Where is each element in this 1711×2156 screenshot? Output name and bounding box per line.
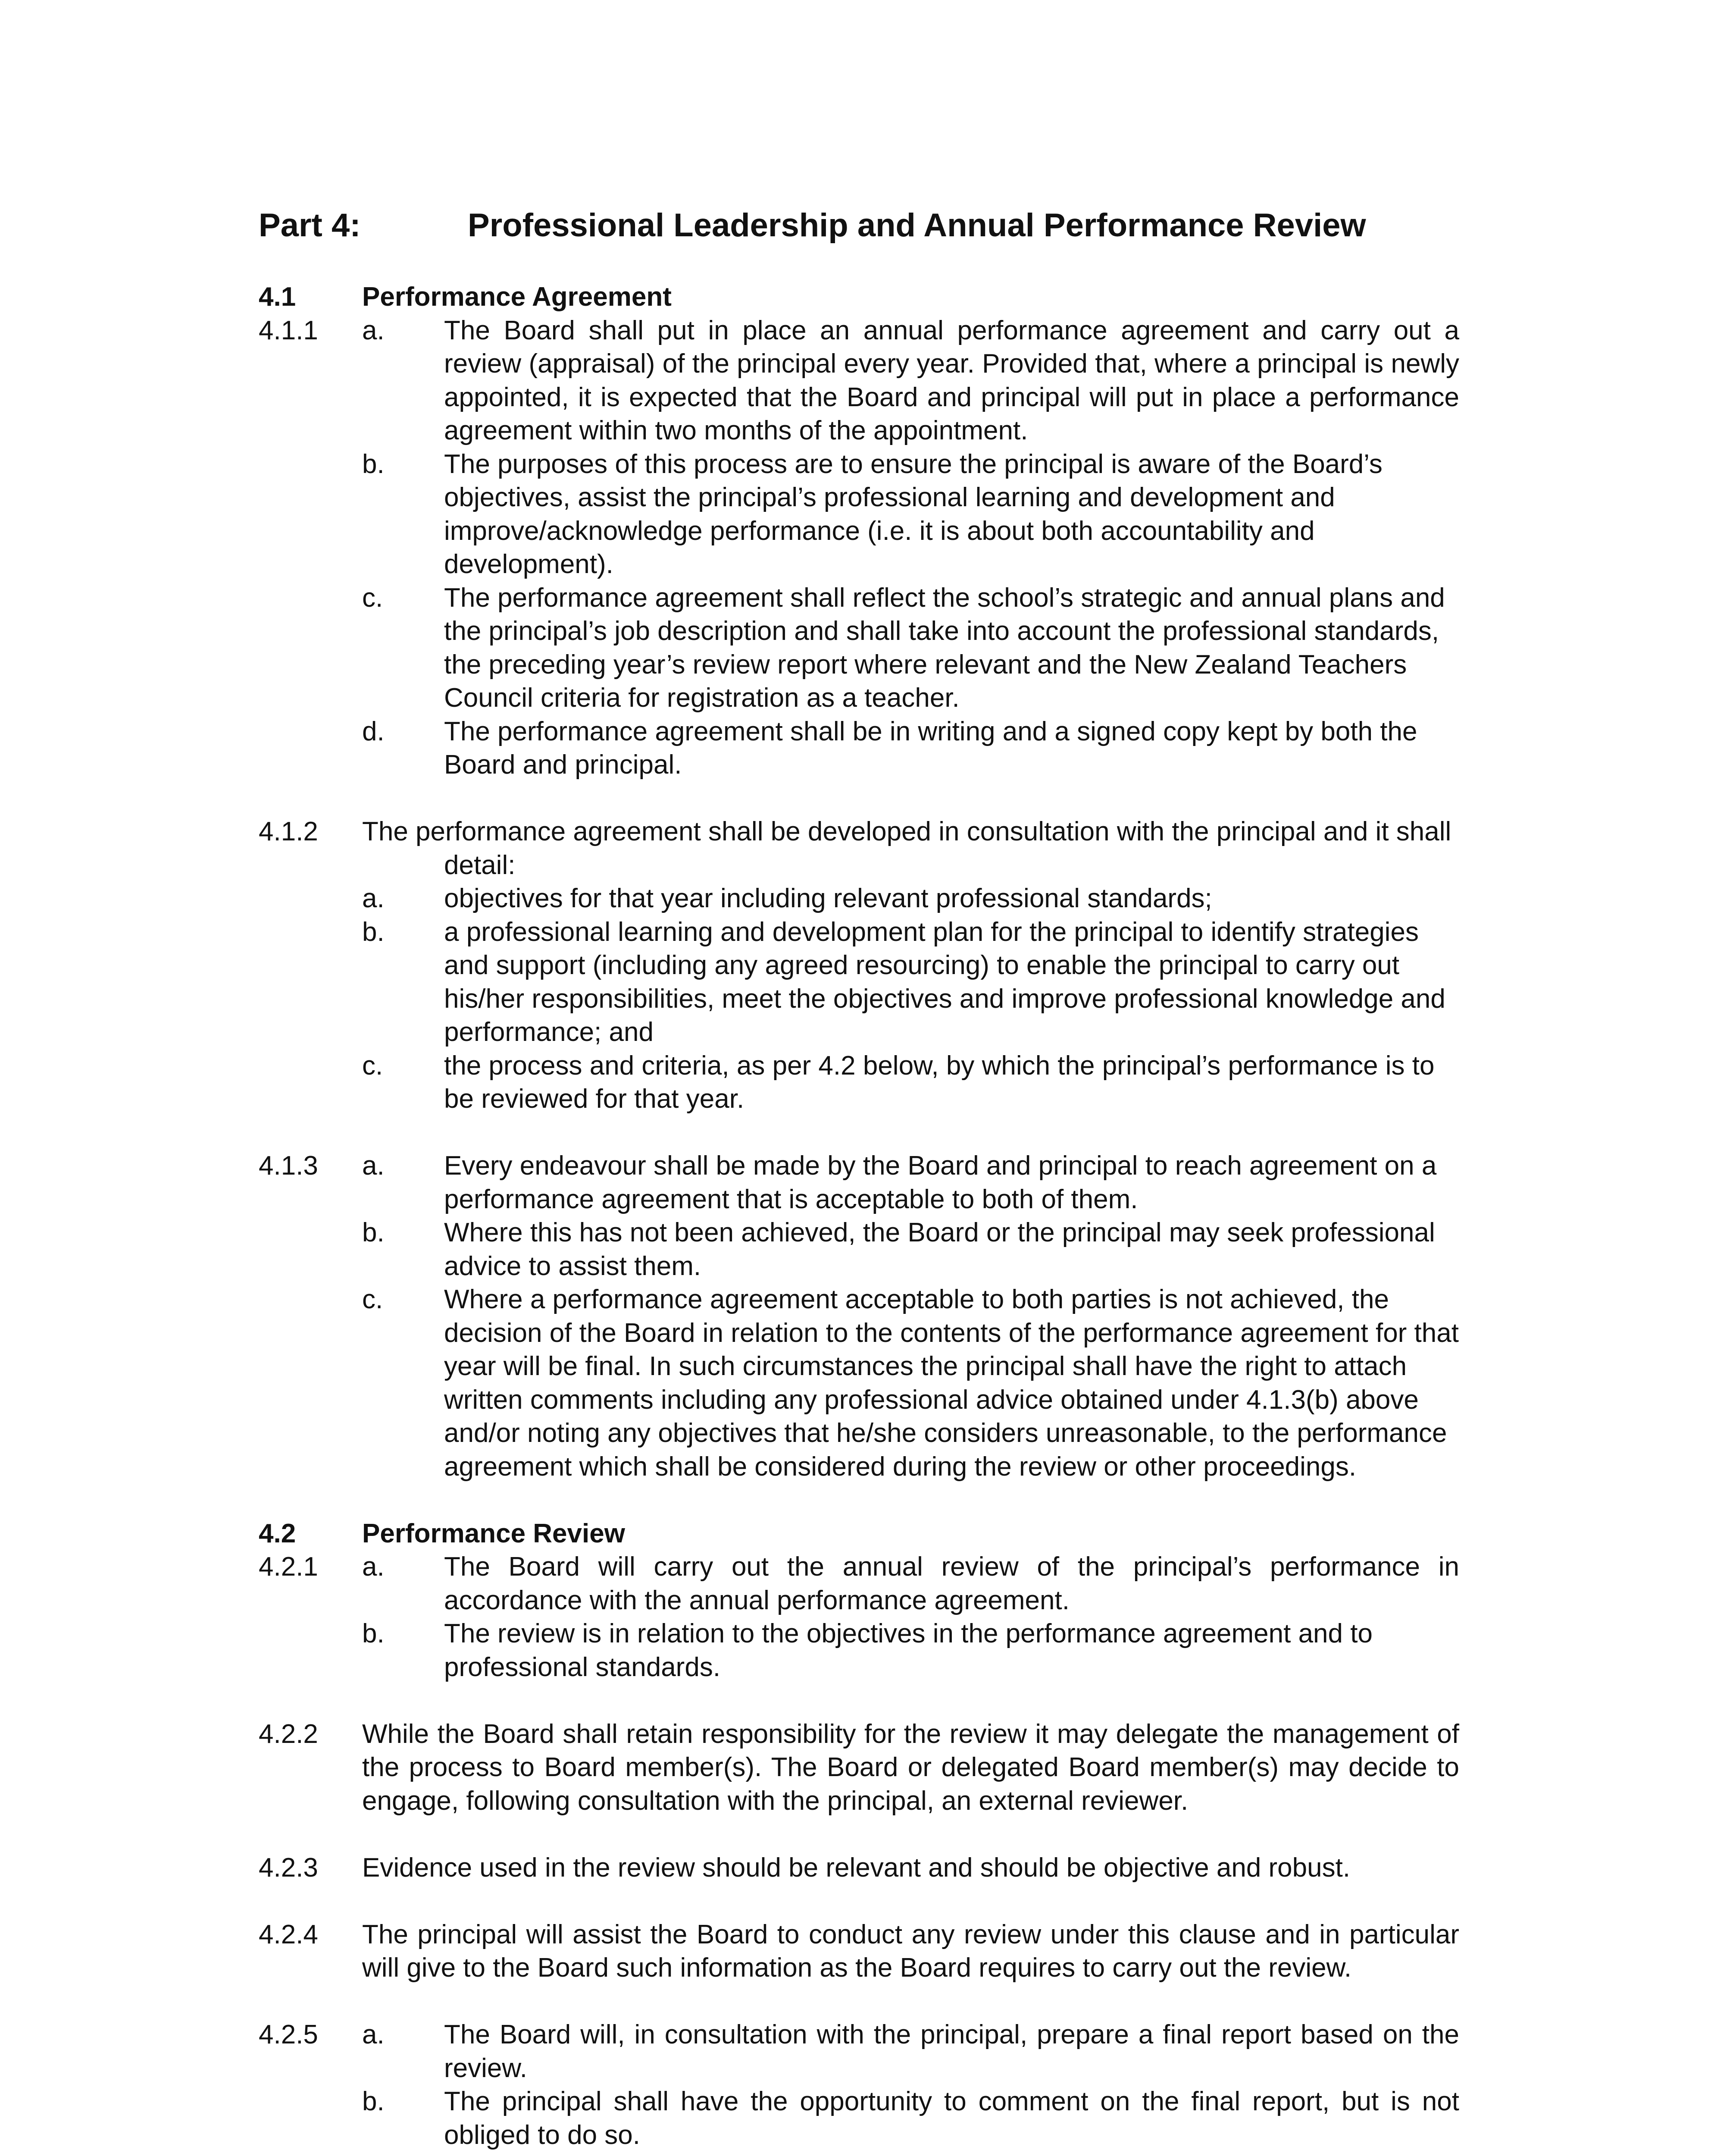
spacer — [259, 1483, 1459, 1517]
clause-number: 4.2.1 — [259, 1552, 318, 1582]
item-letter: a. — [362, 2020, 385, 2049]
clause-4-1-1-a — [259, 314, 1459, 448]
part-number: Part 4: — [259, 207, 361, 244]
item-text: objectives for that year including relevant professional standards; — [444, 884, 1212, 913]
section-heading-4-2 — [259, 1517, 1459, 1551]
clause-text: The principal will assist the Board to conduct any review under this clause and in particular will give to the Board such information as the Board requires to carry out the review. — [362, 1919, 1459, 1983]
section-number: 4.2 — [259, 1518, 296, 1548]
clause-4-2-5-a — [259, 2018, 1459, 2085]
spacer — [259, 1985, 1459, 2018]
clause-text: While the Board shall retain responsibility for the review it may delegate the management of the process to Board member(s). The Board or delegated Board member(s) may decide to engage, following consultation with the principal, an external reviewer. — [362, 1719, 1459, 1816]
item-text: The review is in relation to the objectives in the performance agreement and to professional standards. — [444, 1619, 1373, 1682]
clause-4-1-3-b — [259, 1216, 1459, 1283]
clause-4-1-2-intro — [259, 815, 1459, 882]
spacer — [259, 1884, 1459, 1918]
clause-number: 4.2.3 — [259, 1852, 318, 1883]
clause-4-1-1-c — [259, 581, 1459, 715]
spacer — [259, 782, 1459, 815]
item-letter: b. — [362, 449, 385, 479]
clause-4-2-1-a — [259, 1550, 1459, 1617]
clause-text: Evidence used in the review should be relevant and should be objective and robust. — [362, 1852, 1351, 1883]
section-title: Performance Review — [362, 1518, 625, 1548]
spacer — [259, 1684, 1459, 1717]
item-letter: a. — [362, 1151, 385, 1181]
item-text: The principal shall have the opportunity to comment on the final report, but is not obliged to do so. — [444, 2087, 1459, 2150]
clause-text: The performance agreement shall be developed in consultation with the principal and it shall detail: — [362, 817, 1451, 880]
item-text: The Board shall put in place an annual performance agreement and carry out a review (appraisal) of the principal every year. Provided that, where a principal is newly appointed, it is expected that the Board and principal will put in place a performance agreement within two months of the appointment. — [444, 315, 1459, 445]
item-text: The performance agreement shall reflect the school’s strategic and annual plans and the principal’s job description and shall take into account the professional standards, the preceding year’s review report where relevant and the New Zealand Teachers Council criteria for registration as a teacher. — [444, 583, 1445, 713]
item-letter: b. — [362, 1619, 385, 1648]
spacer — [259, 1116, 1459, 1150]
item-text: a professional learning and development plan for the principal to identify strategies and support (including any agreed resourcing) to enable the principal to carry out his/her responsibilities, meet the objectives and improve professional knowledge and performance; and — [444, 917, 1445, 1047]
clause-4-1-2-c — [259, 1049, 1459, 1116]
item-letter: c. — [362, 1285, 383, 1314]
item-letter: c. — [362, 1050, 383, 1081]
item-text: The Board will, in consultation with the principal, prepare a final report based on the review. — [444, 2020, 1459, 2083]
clause-4-2-2 — [259, 1717, 1459, 1818]
section-number: 4.1 — [259, 282, 296, 312]
clause-4-1-2-a — [259, 882, 1459, 915]
clause-4-2-3 — [259, 1851, 1459, 1885]
item-text: Where a performance agreement acceptable to both parties is not achieved, the decision of the Board in relation to the contents of the performance agreement for that year will be final. In such circumstances the principal shall have the right to attach written comments including any professional advice obtained under 4.1.3(b) above and/or noting any objectives that he/she considers unreasonable, to the performance agreement which shall be considered during the review or other proceedings. — [444, 1285, 1459, 1482]
item-letter: b. — [362, 1218, 385, 1247]
item-letter: a. — [362, 1552, 385, 1582]
item-letter: b. — [362, 2087, 385, 2116]
item-letter: c. — [362, 583, 383, 613]
clause-4-1-3-c — [259, 1283, 1459, 1483]
item-letter: d. — [362, 716, 385, 746]
item-text: Every endeavour shall be made by the Board and principal to reach agreement on a performance agreement that is acceptable to both of them. — [444, 1151, 1437, 1214]
item-letter: a. — [362, 315, 385, 345]
clause-4-2-5-b — [259, 2085, 1459, 2152]
document-body — [259, 280, 1459, 2152]
clause-4-2-4 — [259, 1918, 1459, 1985]
clause-number: 4.1.2 — [259, 817, 318, 846]
clause-number: 4.2.5 — [259, 2020, 318, 2049]
section-heading-4-1 — [259, 280, 1459, 314]
item-text: the process and criteria, as per 4.2 below, by which the principal’s performance is to be reviewed for that year. — [444, 1050, 1435, 1114]
clause-4-1-1-b — [259, 448, 1459, 581]
item-text: Where this has not been achieved, the Board or the principal may seek professional advice to assist them. — [444, 1218, 1435, 1281]
part-title: Professional Leadership and Annual Performance Review — [468, 207, 1366, 244]
item-text: The performance agreement shall be in writing and a signed copy kept by both the Board and principal. — [444, 716, 1417, 780]
item-text: The Board will carry out the annual review of the principal’s performance in accordance with the annual performance agreement. — [444, 1552, 1459, 1615]
item-text: The purposes of this process are to ensure the principal is aware of the Board’s objectives, assist the principal’s professional learning and development and improve/acknowledge performance (i.e. it is about both accountability and development). — [444, 449, 1383, 579]
clause-4-1-1-d — [259, 715, 1459, 782]
clause-4-2-1-b — [259, 1617, 1459, 1684]
clause-number: 4.2.2 — [259, 1719, 318, 1749]
clause-number: 4.1.1 — [259, 315, 318, 345]
section-title: Performance Agreement — [362, 282, 672, 312]
item-letter: b. — [362, 917, 385, 947]
item-letter: a. — [362, 884, 385, 913]
clause-number: 4.1.3 — [259, 1151, 318, 1181]
clause-4-1-3-a — [259, 1149, 1459, 1216]
clause-number: 4.2.4 — [259, 1919, 318, 1949]
clause-4-1-2-b — [259, 915, 1459, 1049]
spacer — [259, 1818, 1459, 1851]
